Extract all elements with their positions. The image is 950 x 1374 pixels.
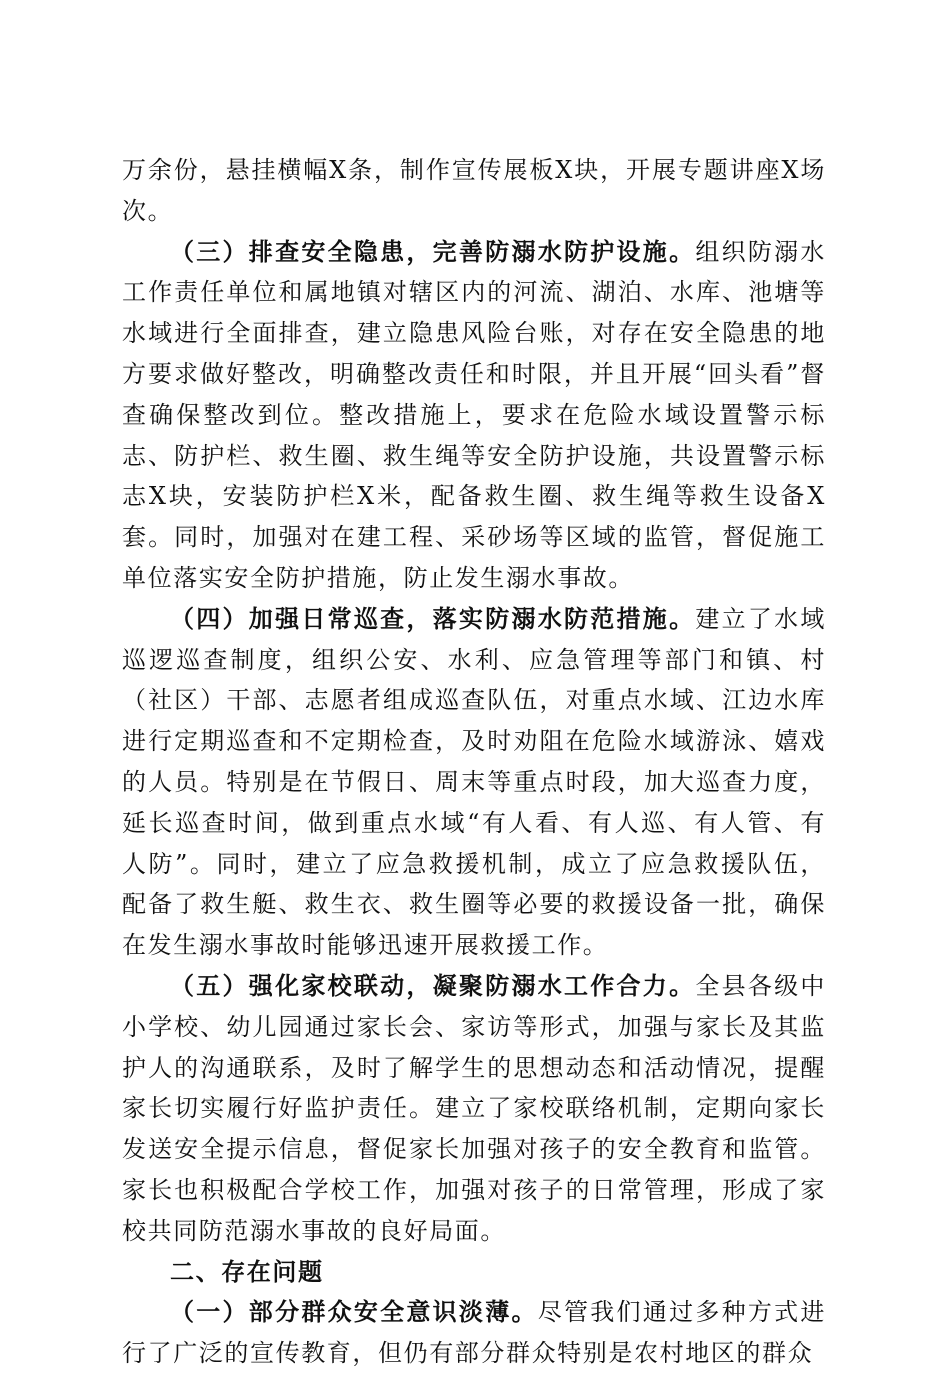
paragraph-hidden-danger [122,232,826,599]
paragraph-text: 建立了水域巡逻巡查制度，组织公安、水利、应急管理等部门和镇、村（社区）干部、志愿者组成巡查队伍，对重点水域、江边水库进行定期巡查和不定期检查，及时劝阻在危险水域游泳、嬉戏的人员。特别是在节假日、周末等重点时段，加大巡查力度，延长巡查时间，做到重点水域“有人看、有人巡、有人管、有人防”。同时，建立了应急救援机制，成立了应急救援队伍，配备了救生艇、救生衣、救生圈等必要的救援设备一批，确保在发生溺水事故时能够迅速开展救援工作。 [122,604,827,960]
section-heading: 二、存在问题 [170,1257,324,1286]
paragraph-text: 万余份，悬挂横幅X条，制作宣传展板X块，开展专题讲座X场次。 [122,156,826,225]
paragraph-continuation [122,150,826,232]
paragraph-lead-heading: （一）部分群众安全意识淡薄。 [170,1298,538,1327]
paragraph-text: 尽管我们通过多种方式进行了广泛的宣传教育，但仍有部分群众特别是农村地区的群众 [122,1298,826,1368]
paragraph-lead-heading: （五）强化家校联动，凝聚防溺水工作合力。 [170,971,696,1000]
paragraph-daily-patrol [122,599,826,966]
paragraph-lead-heading: （三）排查安全隐患，完善防溺水防护设施。 [170,237,696,266]
paragraph-text: 全县各级中小学校、幼儿园通过家长会、家访等形式，加强与家长及其监护人的沟通联系，及时了解学生的思想动态和活动情况，提醒家长切实履行好监护责任。建立了家校联络机制，定期向家长发送安全提示信息，督促家长加强对孩子的安全教育和监管。家长也积极配合学校工作，加强对孩子的日常管理，形成了家校共同防范溺水事故的良好局面。 [122,971,827,1245]
paragraph-home-school [122,966,826,1252]
paragraph-text: 组织防溺水工作责任单位和属地镇对辖区内的河流、湖泊、水库、池塘等水域进行全面排查，建立隐患风险台账，对存在安全隐患的地方要求做好整改，明确整改责任和时限，并且开展“回头看”督查确保整改到位。整改措施上，要求在危险水域设置警示标志、防护栏、救生圈、救生绳等安全防护设施，共设置警示标志X块，安装防护栏X米，配备救生圈、救生绳等救生设备X套。同时，加强对在建工程、采砂场等区域的监管，督促施工单位落实安全防护措施，防止发生溺水事故。 [122,237,827,592]
paragraph-lead-heading: （四）加强日常巡查，落实防溺水防范措施。 [170,604,696,633]
paragraph-safety-awareness [122,1292,826,1374]
document-body [122,150,826,1374]
